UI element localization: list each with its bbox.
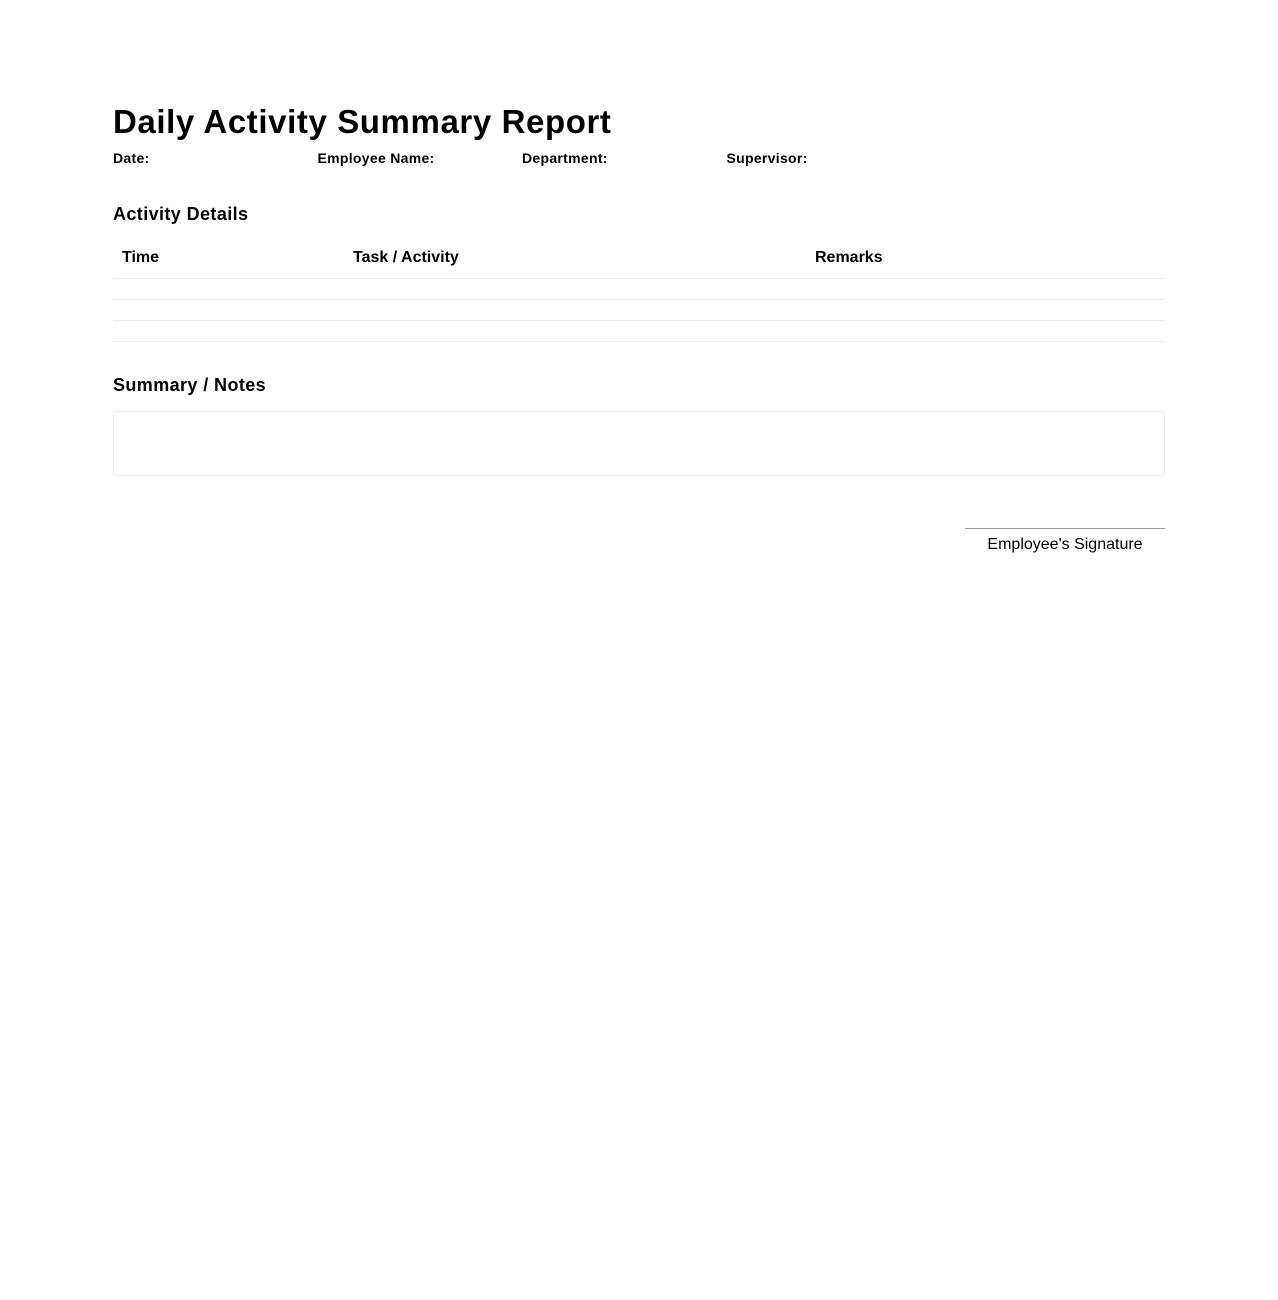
remarks-column-header: Remarks — [806, 238, 1165, 279]
activity-table-header — [113, 238, 1165, 279]
time-cell — [113, 300, 344, 321]
activity-table — [113, 238, 1165, 342]
task-column-header: Task / Activity — [344, 238, 806, 279]
time-cell — [113, 321, 344, 342]
report-page — [113, 102, 1165, 553]
time-cell — [113, 279, 344, 300]
table-row — [113, 279, 1165, 300]
task-cell — [344, 279, 806, 300]
employee-signature-line — [965, 528, 1165, 555]
department-label: Department: — [522, 150, 608, 166]
activity-details-heading: Activity Details — [113, 204, 249, 224]
summary-notes-box — [113, 411, 1165, 476]
table-row — [113, 321, 1165, 342]
remarks-cell — [806, 321, 1165, 342]
employee-signature-label: Employee's Signature — [987, 536, 1143, 553]
report-meta — [113, 148, 1165, 168]
supervisor-label: Supervisor: — [726, 150, 808, 166]
remarks-cell — [806, 300, 1165, 321]
report-title: Daily Activity Summary Report — [113, 103, 612, 140]
time-column-header: Time — [113, 238, 344, 279]
summary-notes-heading: Summary / Notes — [113, 375, 267, 395]
table-row — [113, 300, 1165, 321]
remarks-cell — [806, 279, 1165, 300]
employee-name-label: Employee Name: — [317, 150, 435, 166]
task-cell — [344, 300, 806, 321]
date-label: Date: — [113, 150, 150, 166]
task-cell — [344, 321, 806, 342]
